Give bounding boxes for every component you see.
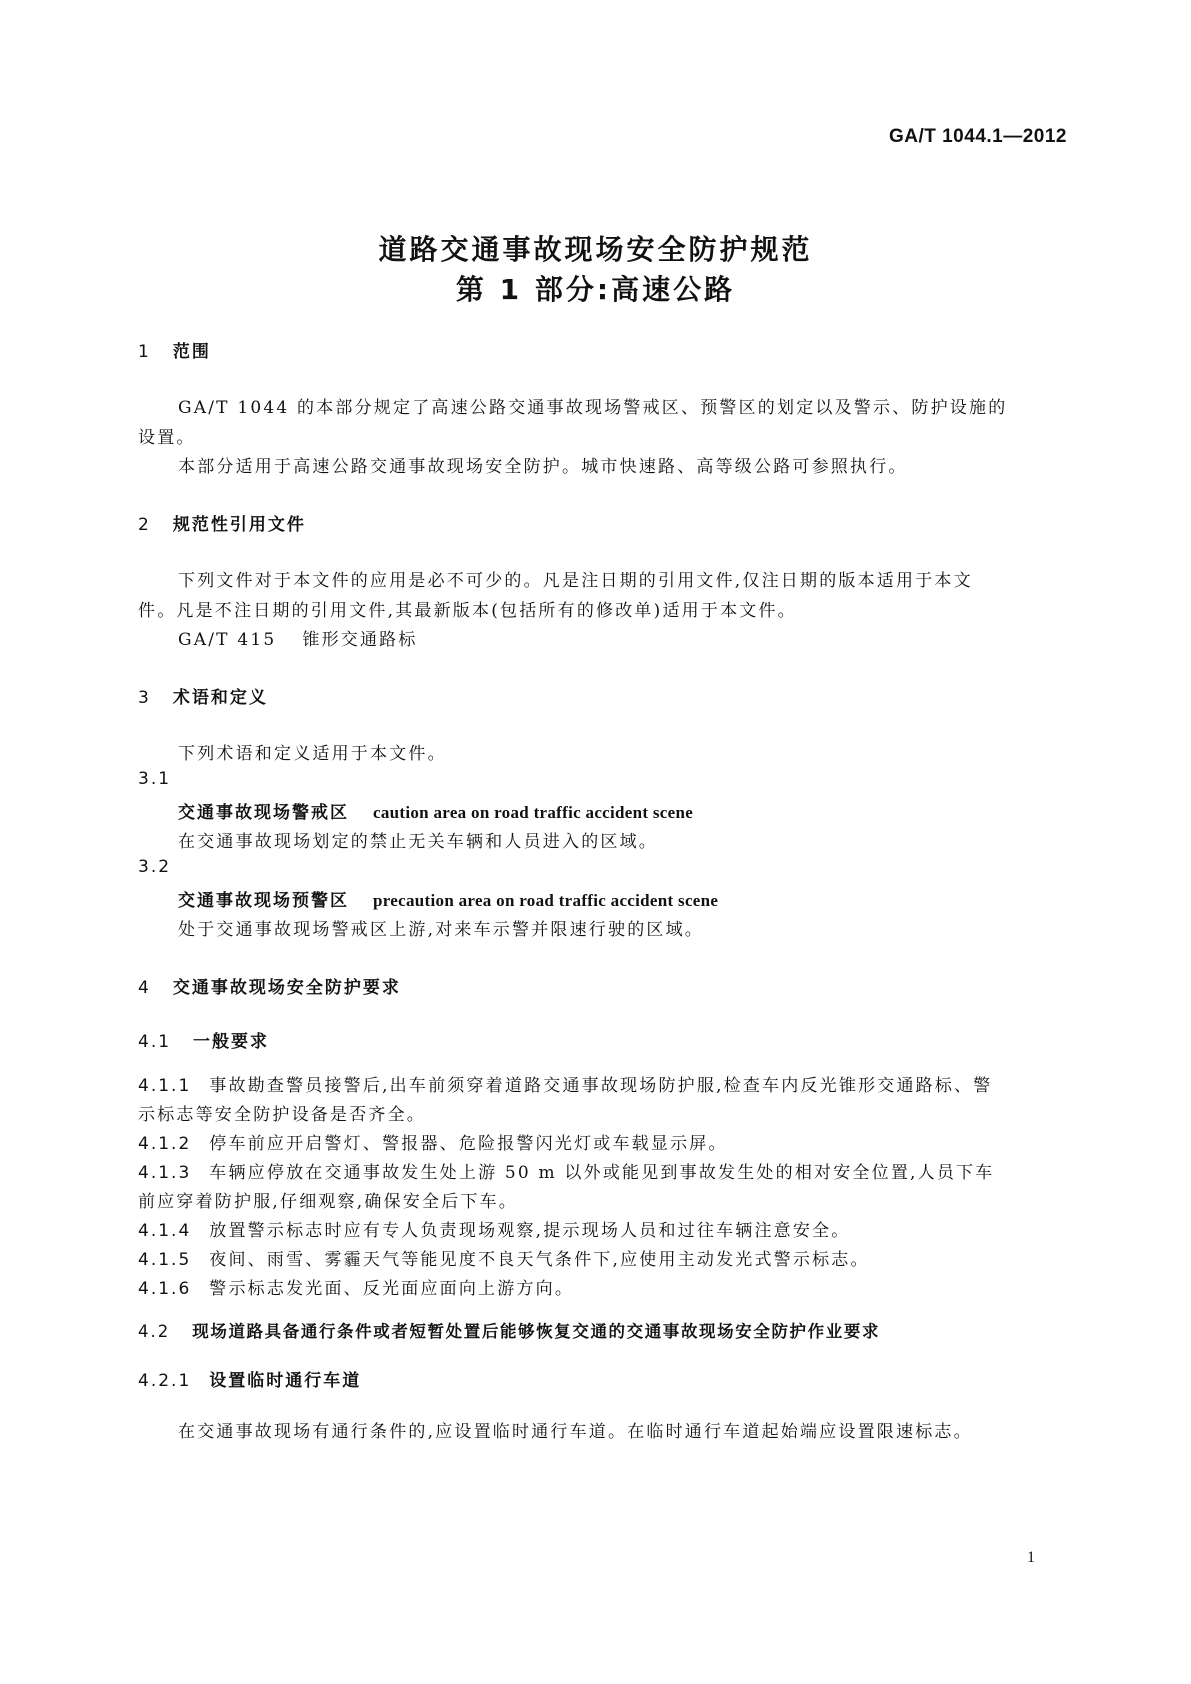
sec3-intro: 下列术语和定义适用于本文件。 [178,744,447,764]
clause-number: 4.1.1 [138,1076,192,1096]
clause-number: 4.1.3 [138,1163,192,1183]
clause-4-2-1-text: 在交通事故现场有通行条件的,应设置临时通行车道。在临时通行车道起始端应设置限速标志。 [178,1422,973,1442]
sec1-para2: 本部分适用于高速公路交通事故现场安全防护。城市快速路、高等级公路可参照执行。 [178,457,908,477]
clause-text: 夜间、雨雪、雾霾天气等能见度不良天气条件下,应使用主动发光式警示标志。 [209,1250,870,1270]
subsection-number: 4.2.1 [138,1371,192,1391]
clause-4-1-2 [138,1129,728,1154]
section-3-heading [138,683,268,708]
clause-4-1-6 [138,1274,574,1299]
section-title: 范围 [172,342,211,362]
section-1-heading [138,337,211,362]
subsection-4-1-heading [138,1027,269,1052]
subsection-4-2-heading [138,1318,880,1342]
sec2-para1-line2: 件。凡是不注日期的引用文件,其最新版本(包括所有的修改单)适用于本文件。 [138,601,797,621]
section-4-heading [138,973,401,998]
subsection-title: 一般要求 [193,1032,270,1052]
clause-text: 停车前应开启警灯、警报器、危险报警闪光灯或车载显示屏。 [209,1134,728,1154]
reference-title: 锥形交通路标 [302,630,418,650]
subsection-title: 设置临时通行车道 [209,1371,362,1391]
sec1-para1-line1: GA/T 1044 的本部分规定了高速公路交通事故现场警戒区、预警区的划定以及警示、防护设施的 [178,398,1008,418]
subsection-number: 4.1 [138,1032,172,1052]
clause-4-1-5 [138,1245,870,1270]
normative-reference [178,625,418,650]
clause-number: 4.1.2 [138,1134,192,1154]
term-chinese: 交通事故现场警戒区 [178,803,349,823]
clause-4-1-3-cont: 前应穿着防护服,仔细观察,确保安全后下车。 [138,1192,519,1212]
subsection-4-2-1-heading [138,1366,361,1391]
clause-4-1-1-cont: 示标志等安全防护设备是否齐全。 [138,1105,426,1125]
term-entry [178,798,693,823]
clause-number: 4.1.4 [138,1221,192,1241]
section-number: 3 [138,688,151,708]
section-number: 4 [138,978,151,998]
section-title: 术语和定义 [172,688,268,708]
clause-number: 4.1.6 [138,1279,192,1299]
clause-text: 警示标志发光面、反光面应面向上游方向。 [209,1279,575,1299]
section-number: 2 [138,515,151,535]
sec1-para1-line2: 设置。 [138,428,196,448]
clause-4-1-3 [138,1158,994,1183]
document-title-line1: 道路交通事故现场安全防护规范 [378,233,813,266]
term-number: 3.2 [138,857,172,877]
reference-code: GA/T 415 [178,630,277,650]
subsection-title: 现场道路具备通行条件或者短暂处置后能够恢复交通的交通事故现场安全防护作业要求 [192,1322,881,1341]
term-english: caution area on road traffic accident scene [373,803,694,822]
clause-text: 车辆应停放在交通事故发生处上游 50 m 以外或能见到事故发生处的相对安全位置,人员下车 [209,1163,995,1183]
section-number: 1 [138,342,151,362]
clause-text: 事故勘查警员接警后,出车前须穿着道路交通事故现场防护服,检查车内反光锥形交通路标、警 [209,1076,993,1096]
subsection-number: 4.2 [138,1322,171,1341]
sec2-para1-line1: 下列文件对于本文件的应用是必不可少的。凡是注日期的引用文件,仅注日期的版本适用于本文 [178,571,973,591]
clause-number: 4.1.5 [138,1250,192,1270]
term-chinese: 交通事故现场预警区 [178,891,349,911]
clause-4-1-4 [138,1216,850,1241]
term-definition: 在交通事故现场划定的禁止无关车辆和人员进入的区域。 [178,832,658,852]
term-number: 3.1 [138,769,172,789]
clause-4-1-1 [138,1071,992,1096]
section-title: 规范性引用文件 [172,515,306,535]
section-2-heading [138,510,306,535]
term-definition: 处于交通事故现场警戒区上游,对来车示警并限速行驶的区域。 [178,920,705,940]
section-title: 交通事故现场安全防护要求 [172,978,401,998]
page-number: 1 [1027,1549,1035,1566]
term-english: precaution area on road traffic accident scene [373,891,719,910]
term-entry [178,886,718,911]
document-title-line2: 第 1 部分:高速公路 [455,273,736,306]
standard-code: GA/T 1044.1—2012 [888,126,1067,147]
clause-text: 放置警示标志时应有专人负责现场观察,提示现场人员和过往车辆注意安全。 [209,1221,851,1241]
